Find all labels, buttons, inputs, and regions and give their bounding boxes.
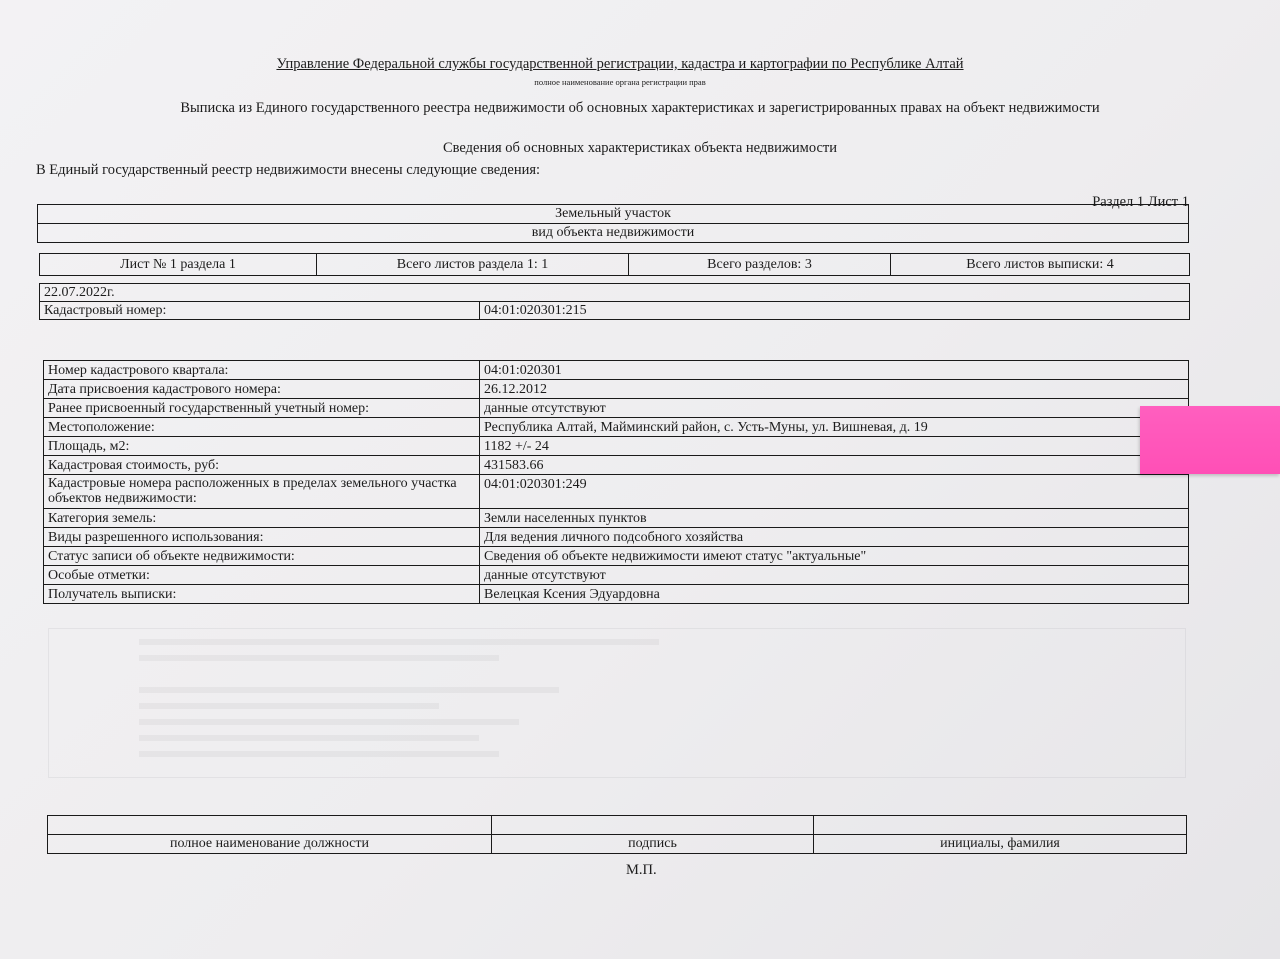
position-field bbox=[48, 816, 492, 835]
row-value: Для ведения личного подсобного хозяйства bbox=[480, 528, 1189, 547]
table-row bbox=[44, 456, 1189, 475]
row-value: Сведения об объекте недвижимости имеют статус "актуальные" bbox=[480, 547, 1189, 566]
extract-title: Выписка из Единого государственного реестра недвижимости об основных характеристиках и зарегистрированных правах на объект недвижимости bbox=[180, 100, 1100, 116]
row-value: 26.12.2012 bbox=[480, 380, 1189, 399]
table-row bbox=[44, 361, 1189, 380]
table-row bbox=[44, 418, 1189, 437]
row-value: Земли населенных пунктов bbox=[480, 509, 1189, 528]
row-label: Площадь, м2: bbox=[44, 437, 480, 456]
object-type-caption: вид объекта недвижимости bbox=[38, 224, 1189, 243]
authority-caption: полное наименование органа регистрации прав bbox=[534, 77, 706, 87]
signature-caption: подпись bbox=[492, 835, 814, 854]
row-value: 04:01:020301:249 bbox=[480, 475, 1189, 509]
row-value: данные отсутствуют bbox=[480, 399, 1189, 418]
sheets-in-section: Всего листов раздела 1: 1 bbox=[317, 254, 629, 276]
row-label: Местоположение: bbox=[44, 418, 480, 437]
total-sections: Всего разделов: 3 bbox=[629, 254, 891, 276]
table-row bbox=[44, 380, 1189, 399]
cadastral-number-value: 04:01:020301:215 bbox=[480, 302, 1190, 320]
row-label: Номер кадастрового квартала: bbox=[44, 361, 480, 380]
table-row bbox=[44, 437, 1189, 456]
row-value: Республика Алтай, Майминский район, с. Усть-Муны, ул. Вишневая, д. 19 bbox=[480, 418, 1189, 437]
table-row bbox=[44, 566, 1189, 585]
sticky-note bbox=[1140, 406, 1280, 474]
signature-field bbox=[492, 816, 814, 835]
table-row bbox=[44, 399, 1189, 418]
authority-name: Управление Федеральной службы государственной регистрации, кадастра и картографии по Республике Алтай bbox=[276, 56, 964, 72]
intro-text: В Единый государственный реестр недвижимости внесены следующие сведения: bbox=[36, 162, 541, 178]
table-row bbox=[44, 528, 1189, 547]
sheet-number: Лист № 1 раздела 1 bbox=[40, 254, 317, 276]
seal-mark: М.П. bbox=[626, 862, 657, 878]
info-heading: Сведения об основных характеристиках объекта недвижимости bbox=[442, 140, 838, 156]
row-label: Кадастровая стоимость, руб: bbox=[44, 456, 480, 475]
row-label: Статус записи об объекте недвижимости: bbox=[44, 547, 480, 566]
cadastral-number-label: Кадастровый номер: bbox=[40, 302, 480, 320]
row-label: Получатель выписки: bbox=[44, 585, 480, 604]
row-label: Особые отметки: bbox=[44, 566, 480, 585]
row-value: Велецкая Ксения Эдуардовна bbox=[480, 585, 1189, 604]
object-type: Земельный участок bbox=[38, 205, 1189, 224]
object-type-table bbox=[37, 204, 1189, 243]
row-label: Категория земель: bbox=[44, 509, 480, 528]
row-value: 431583.66 bbox=[480, 456, 1189, 475]
row-label: Виды разрешенного использования: bbox=[44, 528, 480, 547]
table-row bbox=[44, 509, 1189, 528]
signature-table bbox=[47, 815, 1187, 854]
row-value: 04:01:020301 bbox=[480, 361, 1189, 380]
row-value: 1182 +/- 24 bbox=[480, 437, 1189, 456]
table-row bbox=[44, 475, 1189, 509]
row-label: Дата присвоения кадастрового номера: bbox=[44, 380, 480, 399]
position-caption: полное наименование должности bbox=[48, 835, 492, 854]
show-through-background bbox=[48, 628, 1186, 778]
record-date: 22.07.2022г. bbox=[40, 284, 1190, 302]
section-reference: Раздел 1 Лист 1 bbox=[1092, 194, 1189, 210]
characteristics-table bbox=[43, 360, 1189, 604]
name-field bbox=[814, 816, 1187, 835]
record-table bbox=[39, 283, 1190, 320]
sheets-table bbox=[39, 253, 1190, 276]
table-row bbox=[44, 547, 1189, 566]
row-value: данные отсутствуют bbox=[480, 566, 1189, 585]
table-row bbox=[44, 585, 1189, 604]
row-label: Кадастровые номера расположенных в пределах земельного участка объектов недвижимости: bbox=[44, 475, 480, 509]
total-sheets: Всего листов выписки: 4 bbox=[891, 254, 1190, 276]
name-caption: инициалы, фамилия bbox=[814, 835, 1187, 854]
row-label: Ранее присвоенный государственный учетный номер: bbox=[44, 399, 480, 418]
